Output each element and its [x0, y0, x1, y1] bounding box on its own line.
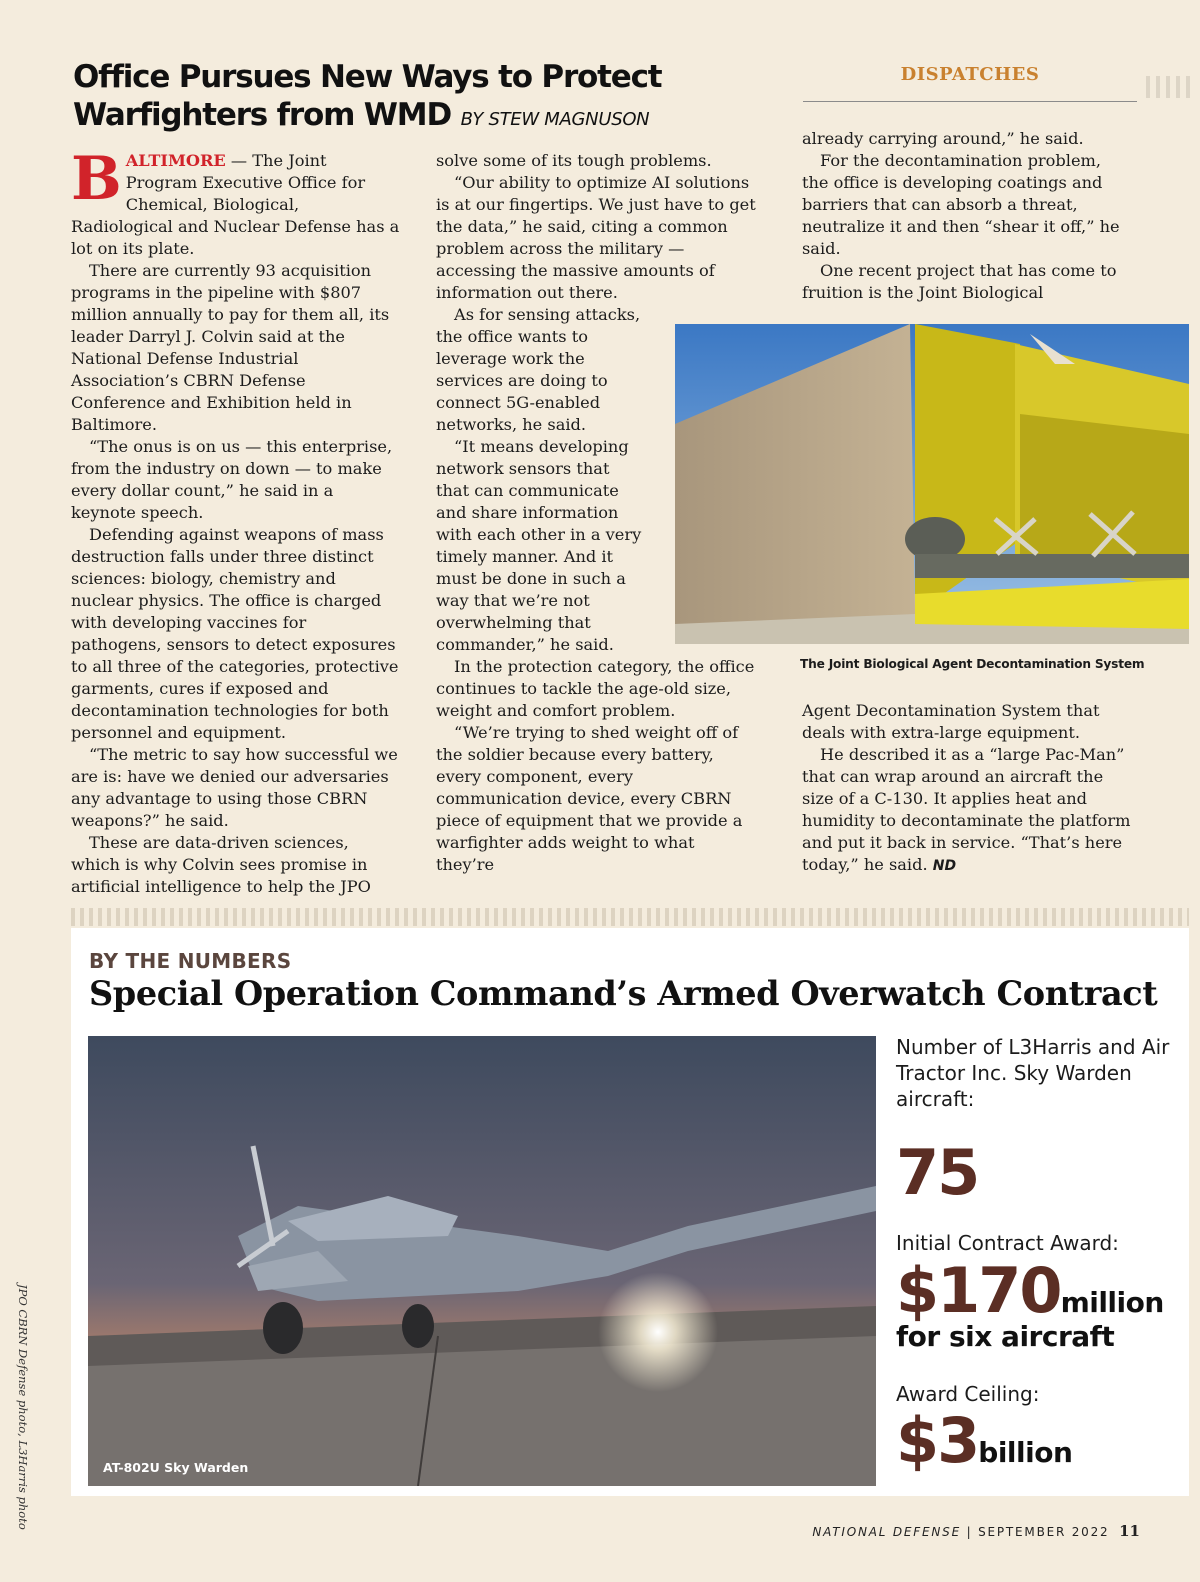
photo-caption: The Joint Biological Agent Decontamination System: [800, 657, 1145, 671]
stat-initial-award-detail: for six aircraft: [896, 1320, 1115, 1353]
stat-award-ceiling-value: $3: [896, 1404, 979, 1477]
paragraph: “We’re trying to shed weight off of the soldier because every battery, every component, every communication device, every CBRN piece of equipment that we provide a warfighter adds weight to what they’re: [436, 723, 743, 874]
paragraph: already carrying around,” he said.: [802, 129, 1084, 148]
paragraph: “It means developing network sensors that that can communicate and share information with each other in a very timely manner. And it must be done in such a way that we’re not overwhelming that commander,” he said.: [436, 437, 642, 654]
decontamination-system-photo: [675, 324, 1189, 644]
article-column-1: [71, 144, 401, 898]
drop-cap: B: [71, 144, 122, 214]
lead-paragraph-text: — The Joint Program Executive Office for Chemical, Biological, Radiological and Nuclear Defense has a lot on its plate.: [71, 151, 400, 258]
stat-aircraft-value: 75: [896, 1136, 979, 1209]
paragraph: Defending against weapons of mass destruction falls under three distinct sciences: biology, chemistry and nuclear physics. The office is charged with developing vaccines for pathogens, sensors to detect exposures to all three of the categories, protective garments, cures if exposed and decontamination technologies for both personnel and equipment.: [71, 525, 399, 742]
paragraph: Agent Decontamination System that deals with extra-large equipment.: [802, 701, 1100, 742]
headline-line-2-text: Warfighters from WMD: [73, 97, 451, 133]
paragraph: “The onus is on us — this enterprise, from the industry on down — to make every dollar count,” he said in a keynote speech.: [71, 437, 393, 522]
article-column-3-top: [802, 128, 1132, 304]
section-divider: [803, 101, 1137, 102]
stat-initial-award-unit: million: [1060, 1286, 1164, 1319]
paragraph: One recent project that has come to fruition is the Joint Biological: [802, 261, 1117, 302]
stat-award-ceiling-unit: billion: [978, 1436, 1073, 1469]
paragraph: “The metric to say how successful we are is: have we denied our adversaries any advantage to using those CBRN weapons?” he said.: [71, 745, 398, 830]
tick-divider: [71, 908, 1189, 926]
end-mark: ND: [932, 858, 957, 874]
paragraph-text: He described it as a “large Pac-Man” that can wrap around an aircraft the size of a C-130. It applies heat and humidity to decontaminate the platform and put it back in service. “That’s here today,” he said.: [802, 745, 1131, 874]
paragraph: “Our ability to optimize AI solutions is at our fingertips. We just have to get the data,” he said, citing a common problem across the military — accessing the massive amounts of information out there.: [436, 173, 756, 302]
paragraph: There are currently 93 acquisition programs in the pipeline with $807 million annually to pay for them all, its leader Darryl J. Colvin said at the National Defense Industrial Association’s CBRN Defense Conference and Exhibition held in Baltimore.: [71, 261, 390, 434]
byline: BY STEW MAGNUSON: [460, 109, 650, 130]
article-headline: [73, 58, 793, 139]
page-footer: [812, 1522, 1140, 1540]
paragraph: For the decontamination problem, the office is developing coatings and barriers that can absorb a threat, neutralize it and then “shear it off,” he said.: [802, 151, 1120, 258]
stat-award-ceiling-label: Award Ceiling:: [896, 1382, 1040, 1406]
photo-credit: [12, 1284, 34, 1530]
stat-initial-award-label: Initial Contract Award:: [896, 1231, 1119, 1255]
paragraph: In the protection category, the office continues to tackle the age-old size, weight and comfort problem.: [436, 657, 755, 720]
headline-line-2: [73, 96, 793, 139]
sky-warden-photo: [88, 1036, 876, 1486]
paragraph: solve some of its tough problems.: [436, 151, 712, 170]
paragraph: As for sensing attacks, the office wants to leverage work the services are doing to connect 5G-enabled networks, he said.: [436, 305, 641, 434]
stat-initial-award-value: $170: [896, 1254, 1061, 1327]
edge-tab-marks: [1146, 76, 1190, 98]
section-tag: DISPATCHES: [900, 64, 1040, 85]
numbers-kicker: BY THE NUMBERS: [89, 949, 292, 973]
footer-separator: |: [966, 1525, 973, 1539]
paragraph: These are data-driven sciences, which is why Colvin sees promise in artificial intelligence to help the JPO: [71, 833, 371, 896]
photo-credit-text: JPO CBRN Defense photo, L3Harris photo: [16, 1284, 30, 1530]
page-number: 11: [1119, 1522, 1140, 1540]
stat-award-ceiling: [896, 1406, 1072, 1488]
dateline-city: ALTIMORE: [125, 151, 226, 170]
photo-caption: AT-802U Sky Warden: [103, 1460, 249, 1475]
footer-issue: SEPTEMBER 2022: [978, 1525, 1110, 1539]
article-column-3-bottom: [802, 700, 1132, 877]
paragraph: [802, 744, 1132, 877]
footer-publication: NATIONAL DEFENSE: [812, 1525, 961, 1539]
headline-line-1: Office Pursues New Ways to Protect: [73, 59, 662, 95]
lead-paragraph: [71, 144, 401, 260]
stat-aircraft-label: Number of L3Harris and Air Tractor Inc. Sky Warden aircraft:: [896, 1035, 1170, 1111]
numbers-title: Special Operation Command’s Armed Overwatch Contract: [89, 974, 1158, 1013]
